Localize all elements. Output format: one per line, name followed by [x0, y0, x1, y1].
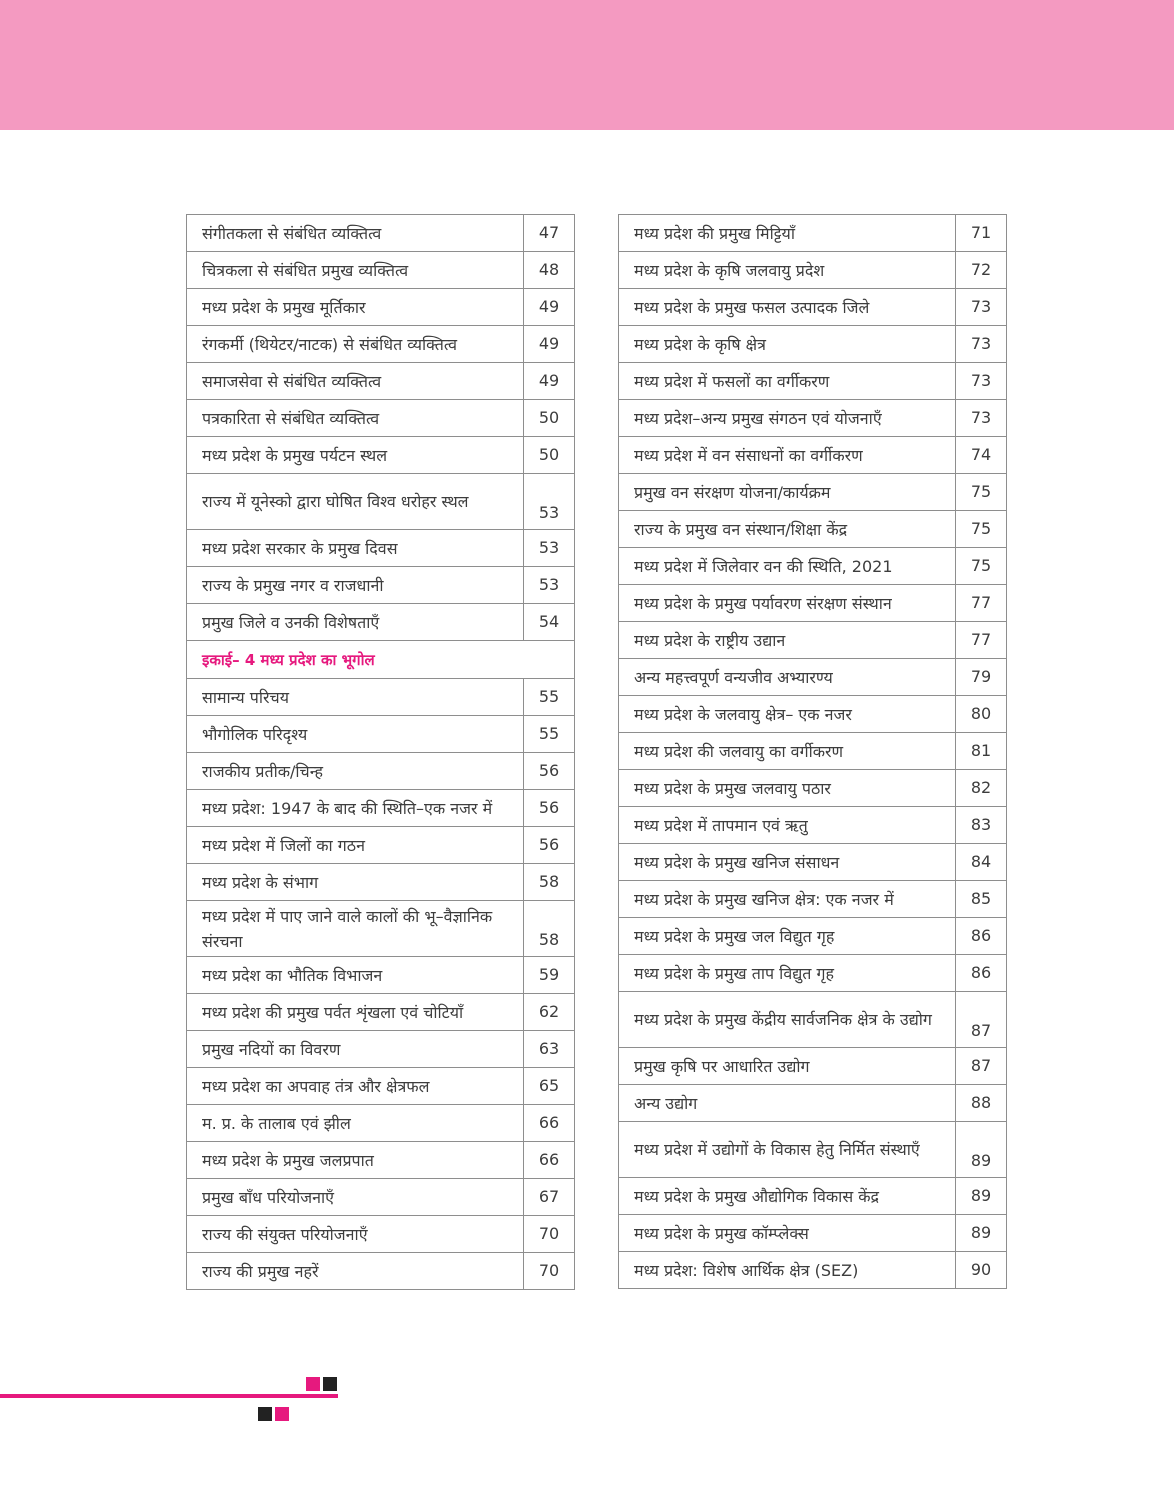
- toc-entry-title: मध्य प्रदेश के प्रमुख पर्यटन स्थल: [187, 437, 524, 474]
- toc-row: [619, 770, 1007, 807]
- toc-row: [619, 1252, 1007, 1289]
- toc-page-number: 75: [956, 474, 1007, 511]
- toc-row: [619, 844, 1007, 881]
- toc-row: [187, 567, 575, 604]
- toc-page-number: 86: [956, 955, 1007, 992]
- toc-page-number: 50: [524, 400, 575, 437]
- toc-entry-title: अन्य महत्त्वपूर्ण वन्यजीव अभ्यारण्य: [619, 659, 956, 696]
- toc-row: [187, 1068, 575, 1105]
- toc-row: [187, 864, 575, 901]
- toc-page-number: 85: [956, 881, 1007, 918]
- toc-row: [187, 827, 575, 864]
- toc-entry-title: राजकीय प्रतीक/चिन्ह: [187, 753, 524, 790]
- toc-entry-title: मध्य प्रदेश में जिलों का गठन: [187, 827, 524, 864]
- toc-entry-title: मध्य प्रदेश: 1947 के बाद की स्थिति–एक नजर में: [187, 790, 524, 827]
- toc-page-number: 84: [956, 844, 1007, 881]
- toc-page-number: 56: [524, 827, 575, 864]
- toc-page-number: 70: [524, 1216, 575, 1253]
- toc-entry-title: पत्रकारिता से संबंधित व्यक्तित्व: [187, 400, 524, 437]
- toc-entry-title: मध्य प्रदेश के प्रमुख खनिज क्षेत्र: एक नजर में: [619, 881, 956, 918]
- toc-row: [619, 918, 1007, 955]
- toc-row: [619, 992, 1007, 1048]
- toc-row: [619, 622, 1007, 659]
- toc-entry-title: मध्य प्रदेश के प्रमुख औद्योगिक विकास केंद्र: [619, 1178, 956, 1215]
- unit-heading: इकाई– 4 मध्य प्रदेश का भूगोल: [187, 641, 575, 679]
- toc-entry-title: समाजसेवा से संबंधित व्यक्तित्व: [187, 363, 524, 400]
- toc-page-number: 82: [956, 770, 1007, 807]
- toc-row: [187, 957, 575, 994]
- toc-page-number: 53: [524, 567, 575, 604]
- toc-row: [187, 790, 575, 827]
- toc-row: [619, 1122, 1007, 1178]
- toc-row: [619, 1085, 1007, 1122]
- toc-entry-title: प्रमुख कृषि पर आधारित उद्योग: [619, 1048, 956, 1085]
- toc-entry-title: राज्य के प्रमुख नगर व राजधानी: [187, 567, 524, 604]
- toc-row: [619, 659, 1007, 696]
- toc-page-number: 59: [524, 957, 575, 994]
- toc-page-number: 77: [956, 622, 1007, 659]
- toc-entry-title: मध्य प्रदेश–अन्य प्रमुख संगठन एवं योजनाएँ: [619, 400, 956, 437]
- toc-row: [619, 585, 1007, 622]
- decorative-square-pink: [275, 1407, 289, 1421]
- toc-page-number: 65: [524, 1068, 575, 1105]
- contents-table-right: [618, 214, 1007, 1289]
- unit-heading-row: [187, 641, 575, 679]
- toc-page-number: 80: [956, 696, 1007, 733]
- toc-row: [619, 548, 1007, 585]
- toc-page-number: 81: [956, 733, 1007, 770]
- toc-entry-title: मध्य प्रदेश के प्रमुख जलवायु पठार: [619, 770, 956, 807]
- toc-row: [619, 696, 1007, 733]
- toc-entry-title: मध्य प्रदेश में उद्योगों के विकास हेतु निर्मित संस्थाएँ: [619, 1122, 956, 1178]
- toc-page-number: 49: [524, 326, 575, 363]
- toc-row: [619, 1178, 1007, 1215]
- toc-entry-title: मध्य प्रदेश का भौतिक विभाजन: [187, 957, 524, 994]
- toc-entry-title: मध्य प्रदेश: विशेष आर्थिक क्षेत्र (SEZ): [619, 1252, 956, 1289]
- toc-row: [187, 530, 575, 567]
- toc-entry-title: मध्य प्रदेश के प्रमुख कॉम्प्लेक्स: [619, 1215, 956, 1252]
- toc-entry-title: मध्य प्रदेश के राष्ट्रीय उद्यान: [619, 622, 956, 659]
- toc-entry-title: मध्य प्रदेश के प्रमुख मूर्तिकार: [187, 289, 524, 326]
- toc-entry-title: मध्य प्रदेश में वन संसाधनों का वर्गीकरण: [619, 437, 956, 474]
- toc-row: [187, 437, 575, 474]
- toc-row: [187, 1179, 575, 1216]
- toc-page-number: 73: [956, 400, 1007, 437]
- toc-row: [187, 716, 575, 753]
- toc-row: [187, 1253, 575, 1290]
- toc-entry-title: मध्य प्रदेश के प्रमुख केंद्रीय सार्वजनिक क्षेत्र के उद्योग: [619, 992, 956, 1048]
- toc-entry-title: संगीतकला से संबंधित व्यक्तित्व: [187, 215, 524, 252]
- toc-row: [619, 1215, 1007, 1252]
- toc-entry-title: मध्य प्रदेश के प्रमुख जलप्रपात: [187, 1142, 524, 1179]
- toc-row: [619, 363, 1007, 400]
- toc-entry-title: मध्य प्रदेश के संभाग: [187, 864, 524, 901]
- toc-page-number: 89: [956, 1178, 1007, 1215]
- toc-page-number: 87: [956, 1048, 1007, 1085]
- toc-page-number: 63: [524, 1031, 575, 1068]
- toc-page-number: 58: [524, 864, 575, 901]
- toc-page-number: 47: [524, 215, 575, 252]
- toc-entry-title: राज्य के प्रमुख वन संस्थान/शिक्षा केंद्र: [619, 511, 956, 548]
- toc-row: [187, 474, 575, 530]
- toc-entry-title: प्रमुख बाँध परियोजनाएँ: [187, 1179, 524, 1216]
- toc-row: [187, 1031, 575, 1068]
- toc-entry-title: राज्य की संयुक्त परियोजनाएँ: [187, 1216, 524, 1253]
- toc-entry-title: प्रमुख वन संरक्षण योजना/कार्यक्रम: [619, 474, 956, 511]
- toc-row: [187, 901, 575, 957]
- toc-row: [187, 400, 575, 437]
- toc-entry-title: मध्य प्रदेश का अपवाह तंत्र और क्षेत्रफल: [187, 1068, 524, 1105]
- toc-page-number: 71: [956, 215, 1007, 252]
- toc-entry-title: मध्य प्रदेश की जलवायु का वर्गीकरण: [619, 733, 956, 770]
- toc-row: [187, 604, 575, 641]
- toc-entry-title: रंगकर्मी (थियेटर/नाटक) से संबंधित व्यक्तित्व: [187, 326, 524, 363]
- toc-entry-title: मध्य प्रदेश के जलवायु क्षेत्र– एक नजर: [619, 696, 956, 733]
- toc-row: [619, 437, 1007, 474]
- toc-row: [619, 733, 1007, 770]
- toc-entry-title: राज्य की प्रमुख नहरें: [187, 1253, 524, 1290]
- toc-entry-title: प्रमुख नदियों का विवरण: [187, 1031, 524, 1068]
- toc-page-number: 89: [956, 1122, 1007, 1178]
- toc-page-number: 75: [956, 548, 1007, 585]
- toc-entry-title: मध्य प्रदेश की प्रमुख मिट्टियाँ: [619, 215, 956, 252]
- toc-row: [619, 1048, 1007, 1085]
- toc-row: [619, 474, 1007, 511]
- toc-page-number: 88: [956, 1085, 1007, 1122]
- toc-page-number: 54: [524, 604, 575, 641]
- toc-entry-title: मध्य प्रदेश में पाए जाने वाले कालों की भू–वैज्ञानिक संरचना: [187, 901, 524, 957]
- decorative-square-dark: [323, 1377, 337, 1391]
- toc-page-number: 55: [524, 716, 575, 753]
- toc-page-number: 89: [956, 1215, 1007, 1252]
- toc-row: [187, 363, 575, 400]
- footer-accent-line: [0, 1394, 338, 1398]
- toc-row: [619, 511, 1007, 548]
- toc-page-number: 48: [524, 252, 575, 289]
- toc-page-number: 53: [524, 474, 575, 530]
- toc-page-number: 74: [956, 437, 1007, 474]
- toc-entry-title: मध्य प्रदेश के प्रमुख पर्यावरण संरक्षण संस्थान: [619, 585, 956, 622]
- toc-row: [619, 252, 1007, 289]
- toc-page-number: 70: [524, 1253, 575, 1290]
- toc-page-number: 49: [524, 289, 575, 326]
- toc-row: [187, 326, 575, 363]
- toc-row: [619, 955, 1007, 992]
- toc-page-number: 50: [524, 437, 575, 474]
- toc-row: [619, 215, 1007, 252]
- toc-page-number: 67: [524, 1179, 575, 1216]
- toc-page-number: 73: [956, 289, 1007, 326]
- toc-page-number: 58: [524, 901, 575, 957]
- toc-page-number: 56: [524, 790, 575, 827]
- toc-row: [187, 753, 575, 790]
- toc-row: [619, 400, 1007, 437]
- toc-row: [619, 326, 1007, 363]
- toc-entry-title: मध्य प्रदेश के प्रमुख खनिज संसाधन: [619, 844, 956, 881]
- toc-entry-title: मध्य प्रदेश के प्रमुख जल विद्युत गृह: [619, 918, 956, 955]
- decorative-square-pink: [306, 1377, 320, 1391]
- toc-page-number: 90: [956, 1252, 1007, 1289]
- toc-entry-title: म. प्र. के तालाब एवं झील: [187, 1105, 524, 1142]
- toc-row: [187, 994, 575, 1031]
- toc-row: [187, 679, 575, 716]
- toc-row: [187, 1105, 575, 1142]
- contents-table-left: [186, 214, 575, 1290]
- toc-page-number: 77: [956, 585, 1007, 622]
- toc-row: [187, 289, 575, 326]
- toc-row: [619, 807, 1007, 844]
- toc-row: [187, 1216, 575, 1253]
- toc-page-number: 49: [524, 363, 575, 400]
- toc-entry-title: प्रमुख जिले व उनकी विशेषताएँ: [187, 604, 524, 641]
- toc-row: [187, 252, 575, 289]
- toc-page-number: 72: [956, 252, 1007, 289]
- toc-page-number: 66: [524, 1105, 575, 1142]
- toc-entry-title: राज्य में यूनेस्को द्वारा घोषित विश्व धरोहर स्थल: [187, 474, 524, 530]
- toc-page-number: 75: [956, 511, 1007, 548]
- toc-entry-title: मध्य प्रदेश के प्रमुख फसल उत्पादक जिले: [619, 289, 956, 326]
- toc-row: [187, 1142, 575, 1179]
- toc-page-number: 53: [524, 530, 575, 567]
- toc-page-number: 86: [956, 918, 1007, 955]
- toc-entry-title: चित्रकला से संबंधित प्रमुख व्यक्तित्व: [187, 252, 524, 289]
- toc-page-number: 55: [524, 679, 575, 716]
- toc-entry-title: मध्य प्रदेश में फसलों का वर्गीकरण: [619, 363, 956, 400]
- toc-page-number: 62: [524, 994, 575, 1031]
- toc-row: [187, 215, 575, 252]
- toc-entry-title: अन्य उद्योग: [619, 1085, 956, 1122]
- toc-page-number: 83: [956, 807, 1007, 844]
- toc-entry-title: सामान्य परिचय: [187, 679, 524, 716]
- header-band: [0, 0, 1174, 130]
- toc-entry-title: मध्य प्रदेश में तापमान एवं ऋतु: [619, 807, 956, 844]
- toc-entry-title: मध्य प्रदेश के कृषि क्षेत्र: [619, 326, 956, 363]
- toc-entry-title: मध्य प्रदेश की प्रमुख पर्वत शृंखला एवं चोटियाँ: [187, 994, 524, 1031]
- toc-entry-title: मध्य प्रदेश के प्रमुख ताप विद्युत गृह: [619, 955, 956, 992]
- toc-entry-title: भौगोलिक परिदृश्य: [187, 716, 524, 753]
- toc-page-number: 73: [956, 326, 1007, 363]
- toc-page-number: 73: [956, 363, 1007, 400]
- toc-entry-title: मध्य प्रदेश के कृषि जलवायु प्रदेश: [619, 252, 956, 289]
- toc-entry-title: मध्य प्रदेश में जिलेवार वन की स्थिति, 2021: [619, 548, 956, 585]
- toc-entry-title: मध्य प्रदेश सरकार के प्रमुख दिवस: [187, 530, 524, 567]
- toc-page-number: 87: [956, 992, 1007, 1048]
- toc-page-number: 79: [956, 659, 1007, 696]
- decorative-square-dark: [258, 1407, 272, 1421]
- toc-page-number: 56: [524, 753, 575, 790]
- toc-row: [619, 289, 1007, 326]
- toc-row: [619, 881, 1007, 918]
- toc-page-number: 66: [524, 1142, 575, 1179]
